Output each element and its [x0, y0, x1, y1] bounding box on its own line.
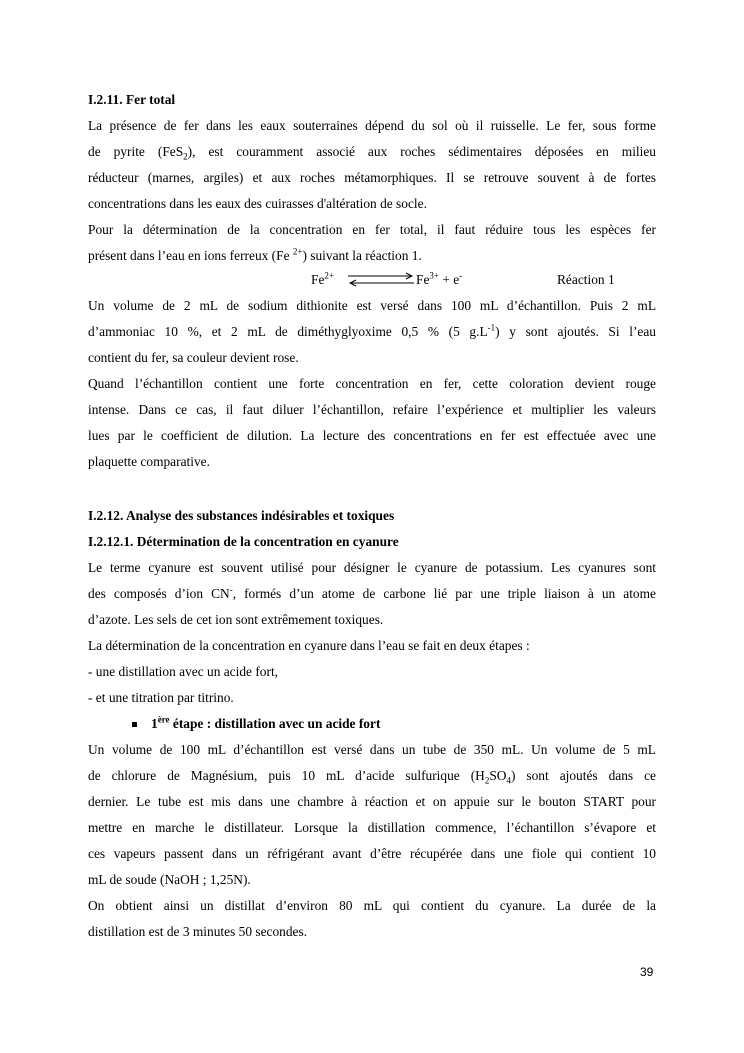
paragraph-line: mL de soude (NaOH ; 1,25N). [88, 872, 251, 887]
step-heading: 1ère étape : distillation avec un acide fort [132, 716, 380, 732]
paragraph-line: concentrations dans les eaux des cuirasses d'altération de socle. [88, 196, 427, 211]
paragraph-line: intense. Dans ce cas, il faut diluer l’échantillon, refaire l’expérience et multiplier les valeurs [88, 402, 656, 417]
paragraph-line: La présence de fer dans les eaux souterraines dépend du sol où il ruisselle. Le fer, sous forme [88, 118, 656, 133]
paragraph-line: des composés d’ion CN-, formés d’un atome de carbone lié par une triple liaison à un atome [88, 584, 656, 601]
paragraph-line: Le terme cyanure est souvent utilisé pour désigner le cyanure de potassium. Les cyanures sont [88, 560, 656, 575]
reaction-right: $Fe^{3+} + e^-$ [416, 270, 463, 287]
paragraph-line: réducteur (marnes, argiles) et aux roches métamorphiques. Il se retrouve souvent à de fortes [88, 170, 656, 185]
paragraph-line: distillation est de 3 minutes 50 secondes. [88, 924, 308, 939]
paragraph-line: d’ammoniac 10 %, et 2 mL de diméthyglyoxime 0,5 % (5 $g.L^{-1}$) y sont ajoutés. Si l’eau [88, 322, 656, 339]
reaction-label: Réaction 1 [557, 272, 615, 287]
paragraph-line: On obtient ainsi un distillat d’environ 80 mL qui contient du cyanure. La durée de la [88, 898, 656, 913]
paragraph-line: Quand l’échantillon contient une forte concentration en fer, cette coloration devient rouge [88, 376, 656, 391]
list-item: - et une titration par titrino. [88, 690, 234, 705]
list-item: - une distillation avec un acide fort, [88, 664, 279, 679]
section-heading-fer-total: I.2.11. Fer total [88, 92, 176, 107]
paragraph-line: Pour la détermination de la concentration en fer total, il faut réduire tous les espèces fer [88, 222, 656, 237]
paragraph-line: mettre en marche le distillateur. Lorsque la distillation commence, l’échantillon s’évapore et [88, 820, 656, 835]
paragraph-line: lues par le coefficient de dilution. La lecture des concentrations en fer est effectuée avec une [88, 428, 656, 443]
equilibrium-arrow-icon [346, 272, 416, 288]
paragraph-line: de pyrite (FeS$_2$), est couramment associé aux roches sédimentaires déposées en milieu [88, 144, 656, 162]
paragraph-line: contient du fer, sa couleur devient rose. [88, 350, 299, 365]
subsection-heading-cyanure: I.2.12.1. Détermination de la concentration en cyanure [88, 534, 399, 549]
paragraph-line: présent dans l’eau en ions ferreux (Fe $^{2+}$) suivant la réaction 1. [88, 246, 422, 263]
section-heading-substances: I.2.12. Analyse des substances indésirables et toxiques [88, 508, 395, 523]
paragraph-line: Un volume de 100 mL d’échantillon est versé dans un tube de 350 mL. Un volume de 5 mL [88, 742, 656, 757]
reaction-left: $Fe^{2+}$ [311, 270, 334, 287]
page-number: 39 [640, 965, 654, 979]
paragraph-line: de chlorure de Magnésium, puis 10 mL d’acide sulfurique $(H_2SO_4)$ sont ajoutés dans ce [88, 768, 656, 786]
paragraph-line: d’azote. Les sels de cet ion sont extrêmement toxiques. [88, 612, 384, 627]
paragraph-line: Un volume de 2 mL de sodium dithionite est versé dans 100 mL d’échantillon. Puis 2 mL [88, 298, 656, 313]
paragraph-line: La détermination de la concentration en cyanure dans l’eau se fait en deux étapes : [88, 638, 530, 653]
paragraph-line: dernier. Le tube est mis dans une chambre à réaction et on appuie sur le bouton START pour [88, 794, 656, 809]
paragraph-line: plaquette comparative. [88, 454, 210, 469]
square-bullet-icon [132, 722, 137, 727]
paragraph-line: ces vapeurs passent dans un réfrigérant avant d’être récupérée dans une fiole qui contient 10 [88, 846, 656, 861]
